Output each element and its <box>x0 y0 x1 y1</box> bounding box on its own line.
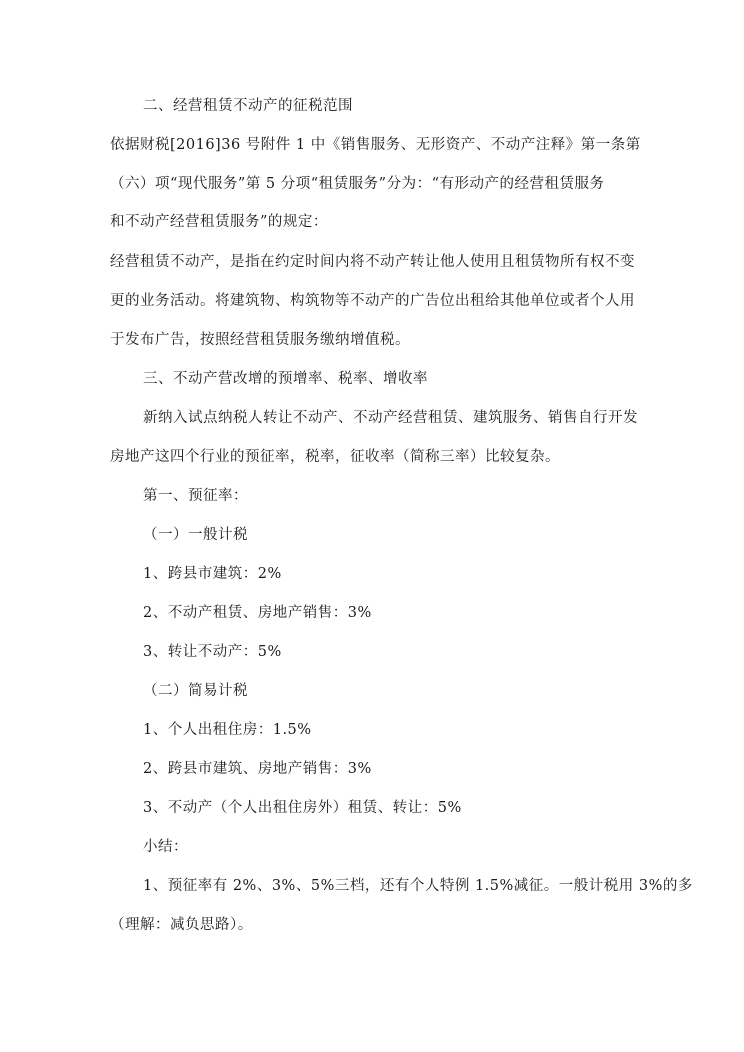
paragraph-line: （六）项“现代服务”第 5 分项“租赁服务”分为：“有形动产的经营租赁服务 <box>110 176 605 192</box>
paragraph-line: 依据财税[2016]36 号附件 1 中《销售服务、无形资产、不动产注释》第一条第 <box>110 137 641 153</box>
paragraph-line: 经营租赁不动产，是指在约定时间内将不动产转让他人使用且租赁物所有权不变 <box>110 254 635 270</box>
section-heading-3: 三、不动产营改增的预增率、税率、增收率 <box>143 371 428 387</box>
paragraph-line: 1、预征率有 2%、3%、5%三档，还有个人特例 1.5%减征。一般计税用 3%的多 <box>143 878 693 894</box>
paragraph-line: 和不动产经营租赁服务”的规定： <box>110 214 328 230</box>
list-item: 3、不动产（个人出租住房外）租赁、转让：5% <box>143 800 462 816</box>
list-item: 2、不动产租赁、房地产销售：3% <box>143 605 372 621</box>
list-item: 3、转让不动产：5% <box>143 644 282 660</box>
paragraph-line: 房地产这四个行业的预征率，税率，征收率（简称三率）比较复杂。 <box>110 449 560 465</box>
summary-heading: 小结： <box>143 839 188 855</box>
subsection-heading: （一）一般计税 <box>143 527 248 543</box>
subsection-heading: 第一、预征率： <box>143 488 248 504</box>
paragraph-line: （理解：减负思路）。 <box>110 917 253 933</box>
list-item: 1、个人出租住房：1.5% <box>143 722 312 738</box>
subsection-heading: （二）简易计税 <box>143 683 248 699</box>
paragraph-line: 新纳入试点纳税人转让不动产、不动产经营租赁、建筑服务、销售自行开发 <box>143 410 638 426</box>
list-item: 2、跨县市建筑、房地产销售：3% <box>143 761 372 777</box>
list-item: 1、跨县市建筑：2% <box>143 566 282 582</box>
paragraph-line: 于发布广告，按照经营租赁服务缴纳增值税。 <box>110 332 410 348</box>
section-heading-2: 二、经营租赁不动产的征税范围 <box>143 98 353 114</box>
paragraph-line: 更的业务活动。将建筑物、构筑物等不动产的广告位出租给其他单位或者个人用 <box>110 293 635 309</box>
